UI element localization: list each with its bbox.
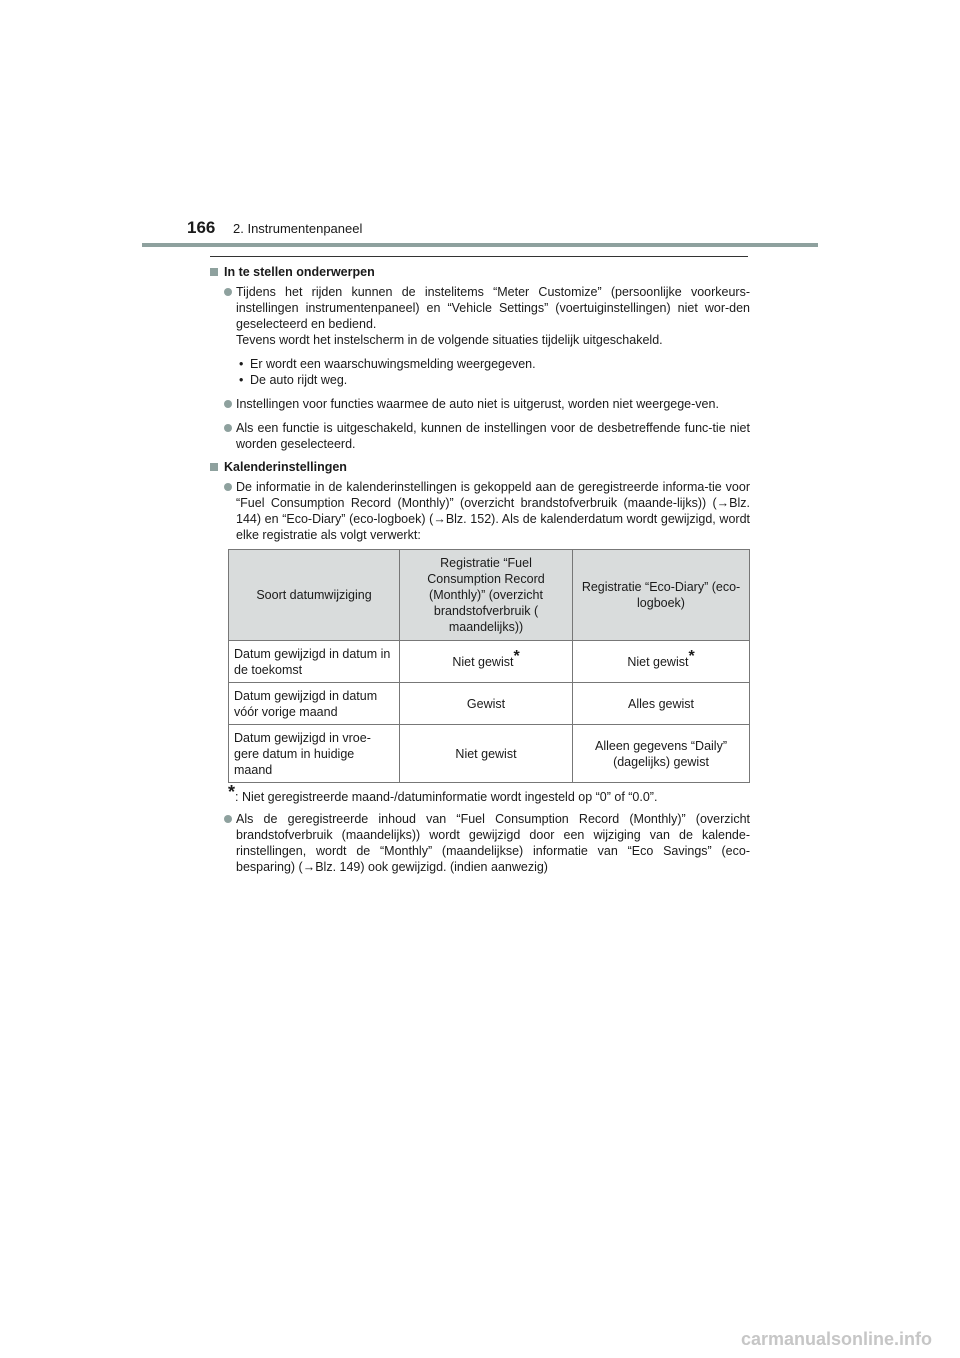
table-cell: Datum gewijzigd in vroe-gere datum in huidige maand [229, 725, 400, 783]
table-cell: Gewist [400, 683, 573, 725]
section-heading-text: In te stellen onderwerpen [224, 265, 375, 279]
circle-bullet-icon [224, 483, 232, 491]
page-number: 166 [187, 218, 216, 237]
table-cell: Niet gewist* [400, 641, 573, 683]
table-footnote [228, 782, 750, 805]
bullet-text: Als een functie is uitgeschakeld, kunnen de instellingen voor de desbetreffende func-tie niet worden geselecteerd. [236, 421, 750, 451]
chapter-title: 2. Instrumentenpaneel [233, 221, 363, 236]
square-bullet-icon [210, 463, 218, 471]
bullet-item [210, 811, 750, 875]
watermark: carmanualsonline.info [740, 1329, 932, 1349]
bullet-item [210, 396, 750, 412]
table-row [229, 641, 750, 683]
sub-list [236, 356, 750, 388]
bullet-item [210, 420, 750, 452]
content-divider [210, 256, 748, 257]
bullet-item [210, 479, 750, 543]
small-dot-icon: • [239, 357, 244, 371]
circle-bullet-icon [224, 400, 232, 408]
table-cell: Niet gewist* [573, 641, 750, 683]
bullet-text: Instellingen voor functies waarmee de auto niet is uitgerust, worden niet weergege-ven. [236, 397, 719, 411]
bullet-paragraph: Tevens wordt het instelscherm in de volgende situaties tijdelijk uitgeschakeld. [236, 333, 663, 347]
bullet-text: De informatie in de kalenderinstellingen is gekoppeld aan de geregistreerde informa-tie voor “Fuel Consumption Record (Monthly)” (overzicht brandstofverbruik (maande-lijks)) (→Blz. 144) en “Eco-Diary” (eco-logboek) (→Blz. 152). Als de kalenderdatum wordt gewijzigd, wordt elke registratie als volgt verwerkt: [236, 480, 750, 542]
table-header-row [229, 550, 750, 641]
sub-list-item: • De auto rijdt weg. [239, 373, 348, 387]
circle-bullet-icon [224, 424, 232, 432]
table-cell: Niet gewist [400, 725, 573, 783]
bullet-text: Als de geregistreerde inhoud van “Fuel Consumption Record (Monthly)” (overzicht brandstofverbruik (maandelijks)) wordt gewijzigd door een wijziging van de kalende-rinstellingen, wordt de “Monthly” (maandelijkse) informatie van “Eco Savings” (eco-besparing) (→Blz. 149) ook gewijzigd. (indien aanwezig) [236, 812, 750, 874]
bullet-paragraph: Tijdens het rijden kunnen de instelitems “Meter Customize” (persoonlijke voorkeurs-instellingen instrumentenpaneel) en “Vehicle Settings” (voertuiginstellingen) niet wor-den geselecteerd en bediend. [236, 285, 750, 331]
table-header-cell: Registratie “Eco-Diary” (eco-logboek) [573, 550, 750, 641]
table-header-cell: Soort datumwijziging [229, 550, 400, 641]
circle-bullet-icon [224, 815, 232, 823]
table-row [229, 725, 750, 783]
section-heading [210, 265, 750, 280]
table-cell: Alleen gegevens “Daily” (dagelijks) gewist [573, 725, 750, 783]
table-cell: Datum gewijzigd in datum in de toekomst [229, 641, 400, 683]
square-bullet-icon [210, 268, 218, 276]
page-header [0, 0, 960, 250]
asterisk-mark: * [228, 782, 236, 802]
bullet-item [210, 284, 750, 388]
asterisk-mark: * [688, 647, 695, 665]
asterisk-mark: * [513, 647, 520, 665]
table-row [229, 683, 750, 725]
table-cell: Alles gewist [573, 683, 750, 725]
table-cell: Datum gewijzigd in datum vóór vorige maand [229, 683, 400, 725]
date-change-table [228, 549, 750, 783]
table-header-cell: Registratie “Fuel Consumption Record (Monthly)” (overzicht brandstofverbruik ( maandelijks)) [400, 550, 573, 641]
circle-bullet-icon [224, 288, 232, 296]
sub-list-item: • Er wordt een waarschuwingsmelding weergegeven. [239, 357, 536, 371]
section-heading [210, 460, 750, 475]
page-content [210, 256, 750, 883]
section-heading-text: Kalenderinstellingen [224, 460, 347, 474]
small-dot-icon: • [239, 373, 244, 387]
header-divider [142, 243, 818, 247]
footnote-text: : Niet geregistreerde maand-/datuminformatie wordt ingesteld op “0” of “0.0”. [235, 790, 658, 804]
